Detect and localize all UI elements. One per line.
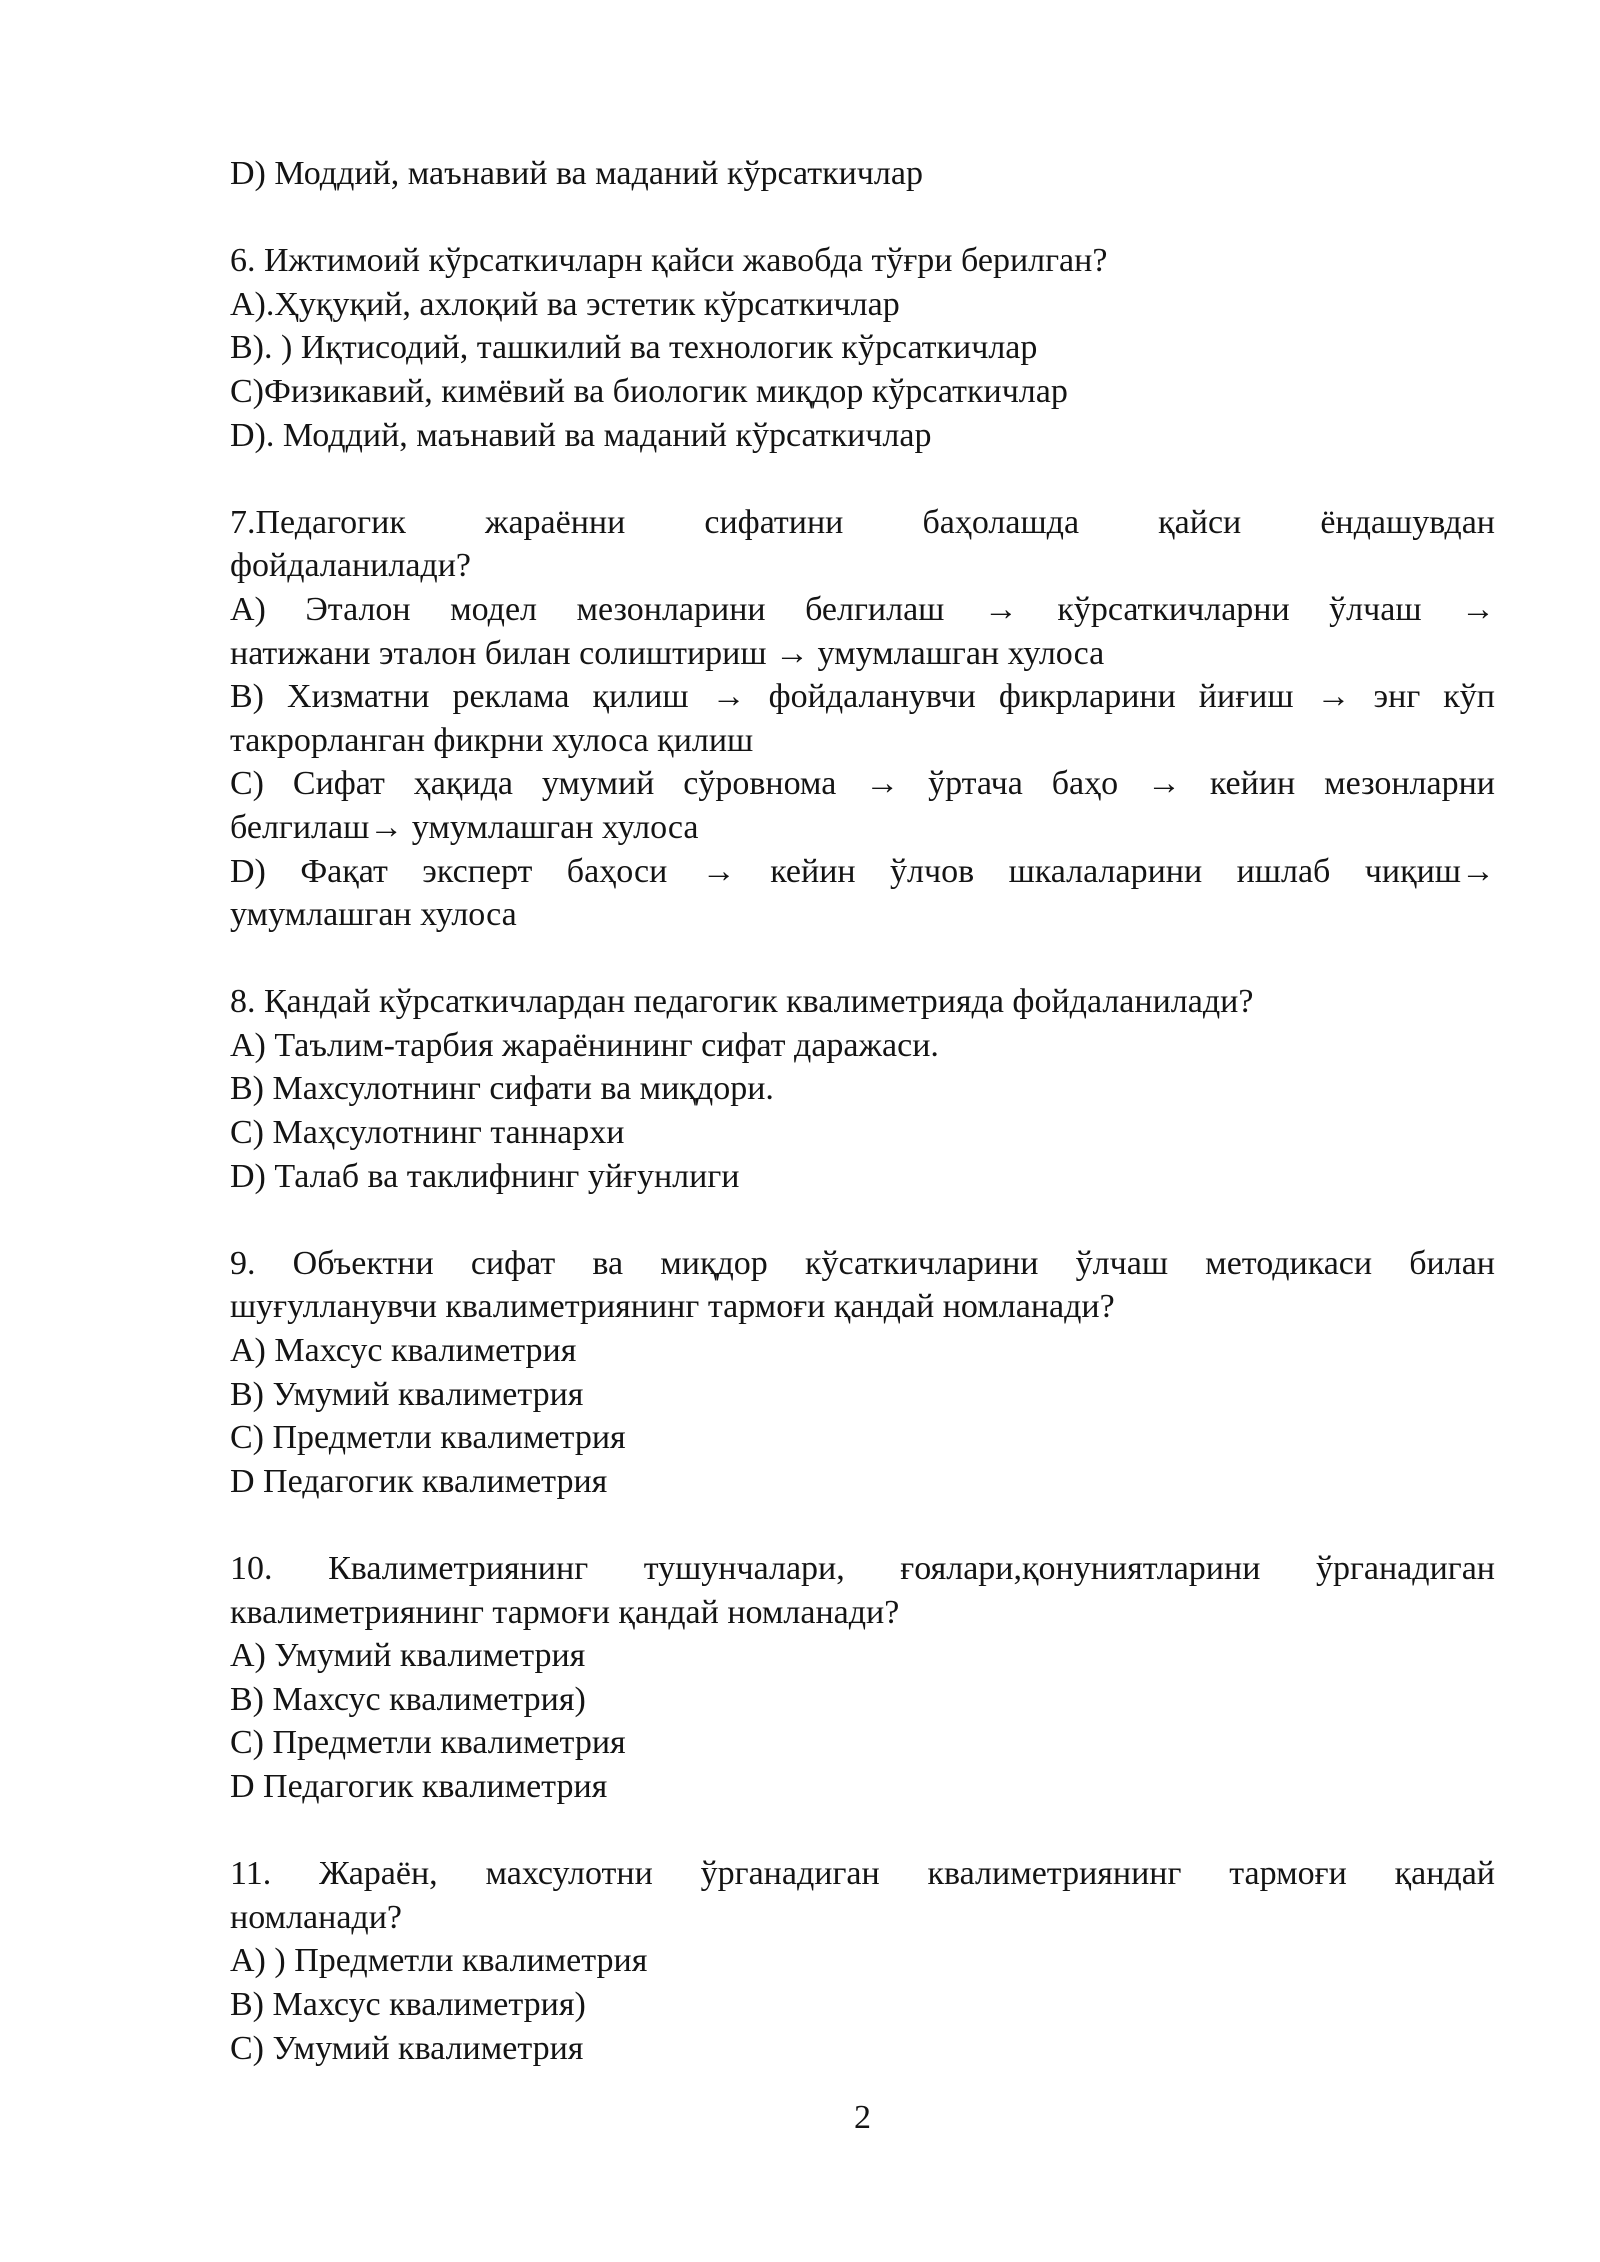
spacer xyxy=(230,1198,1495,1242)
option-a: А).Ҳуқуқий, ахлоқий ва эстетик кўрсаткичлар xyxy=(230,285,900,323)
question-text-cont: шуғулланувчи квалиметриянинг тармоғи қандай номланади? xyxy=(230,1288,1115,1326)
option-a: А) ) Предметли квалиметрия xyxy=(230,1942,648,1980)
question-text: 9. Объектни сифат ва миқдор кўсаткичларини ўлчаш методикаси билан xyxy=(230,1244,1495,1282)
spacer xyxy=(230,937,1495,981)
spacer xyxy=(230,457,1495,501)
question-7 xyxy=(230,501,1495,937)
option-b: В). ) Иқтисодий, ташкилий ва технологик кўрсаткичлар xyxy=(230,329,1038,367)
spacer xyxy=(230,1503,1495,1547)
option-c: С) Умумий квалиметрия xyxy=(230,2029,584,2067)
option-d-cont: умумлашган хулоса xyxy=(230,896,517,934)
option-c: С) Сифат ҳақида умумий сўровнома → ўртача баҳо → кейин мезонларни xyxy=(230,765,1495,803)
top-option: D) Моддий, маънавий ва маданий кўрсаткичлар xyxy=(230,155,923,192)
question-text: 10. Квалиметриянинг тушунчалари, ғоялари,қонуниятларини ўрганадиган xyxy=(230,1550,1495,1587)
question-10 xyxy=(230,1547,1495,1809)
option-a: А) Таълим-тарбия жараёнининг сифат даражаси. xyxy=(230,1026,939,1064)
option-a: А) Эталон модел мезонларини белгилаш → кўрсаткичларни ўлчаш → xyxy=(230,590,1495,628)
question-text-cont: номланади? xyxy=(230,1898,402,1936)
option-c: С) Предметли квалиметрия xyxy=(230,1724,626,1762)
question-text: 6. Ижтимоий кўрсаткичларн қайси жавобда тўғри берилган? xyxy=(230,242,1108,280)
option-d: D) Талаб ва таклифнинг уйғунлиги xyxy=(230,1157,740,1195)
option-c-cont: белгилаш→ умумлашган хулоса xyxy=(230,808,699,846)
option-d: D Педагогик квалиметрия xyxy=(230,1767,608,1805)
option-d: D Педагогик квалиметрия xyxy=(230,1462,608,1500)
document-body xyxy=(230,152,1495,2070)
option-c: С) Маҳсулотнинг таннархи xyxy=(230,1114,625,1152)
option-b: В) Махсус квалиметрия) xyxy=(230,1680,586,1718)
option-d: D) Фақат эксперт баҳоси → кейин ўлчов шкалаларини ишлаб чиқиш→ xyxy=(230,852,1495,890)
page-number: 2 xyxy=(854,2099,871,2136)
question-text: 8. Қандай кўрсаткичлардан педагогик квалиметрияда фойдаланилади? xyxy=(230,983,1254,1021)
spacer xyxy=(230,196,1495,240)
question-9 xyxy=(230,1242,1495,1504)
option-c: С) Предметли квалиметрия xyxy=(230,1419,626,1457)
spacer xyxy=(230,1809,1495,1853)
option-b: В) Махсус квалиметрия) xyxy=(230,1985,586,2023)
option-b: В) Хизматни реклама қилиш → фойдаланувчи фикрларини йиғиш → энг кўп xyxy=(230,678,1495,716)
option-d: D). Моддий, маънавий ва маданий кўрсаткичлар xyxy=(230,416,932,454)
question-11 xyxy=(230,1852,1495,2070)
question-text-cont: фойдаланилади? xyxy=(230,547,472,585)
option-a-cont: натижани эталон билан солиштириш → умумлашган хулоса xyxy=(230,634,1105,672)
question-6 xyxy=(230,239,1495,457)
option-b: В) Умумий квалиметрия xyxy=(230,1375,584,1413)
question-text-cont: квалиметриянинг тармоғи қандай номланади? xyxy=(230,1593,900,1631)
option-c: С)Физикавий, кимёвий ва биологик миқдор кўрсаткичлар xyxy=(230,372,1068,410)
option-b: В) Махсулотнинг сифати ва миқдори. xyxy=(230,1070,774,1108)
question-text: 7.Педагогик жараённи сифатини баҳолашда қайси ёндашувдан xyxy=(230,503,1495,541)
option-a: А) Умумий квалиметрия xyxy=(230,1637,586,1675)
option-a: А) Махсус квалиметрия xyxy=(230,1332,577,1370)
question-8 xyxy=(230,980,1495,1198)
option-b-cont: такрорланган фикрни хулоса қилиш xyxy=(230,721,754,759)
question-text: 11. Жараён, махсулотни ўрганадиган квалиметриянинг тармоғи қандай xyxy=(230,1855,1495,1893)
